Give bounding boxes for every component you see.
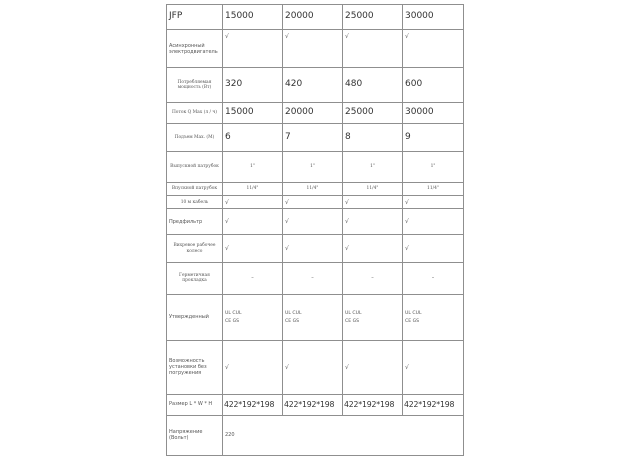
table-row-inlet (167, 183, 464, 196)
seal-value: – (343, 262, 403, 294)
flow-value: 30000 (403, 102, 464, 123)
table-row-voltage (167, 415, 464, 455)
motor-value: √ (403, 30, 464, 68)
power-value: 600 (403, 68, 464, 102)
inlet-label: Впускной патрубок (167, 183, 223, 196)
approved-line2: CE GS (285, 318, 300, 324)
prefilter-value: √ (343, 209, 403, 235)
dry-install-label: Возможность установки без погружения (167, 341, 223, 394)
inlet-value: 11/4" (343, 183, 403, 196)
impeller-value: √ (343, 235, 403, 262)
motor-value: √ (223, 30, 283, 68)
inlet-value: 11/4" (403, 183, 464, 196)
seal-value: – (223, 262, 283, 294)
table-row-motor (167, 30, 464, 68)
inlet-value: 11/4" (283, 183, 343, 196)
motor-value: √ (343, 30, 403, 68)
specification-table (166, 4, 464, 456)
lift-value: 7 (283, 123, 343, 151)
power-label: Потребляемая мощность (Вт) (167, 68, 223, 102)
outlet-value: 1" (403, 151, 464, 182)
model-25000: 25000 (343, 5, 403, 30)
prefilter-label: Предфильтр (167, 209, 223, 235)
flow-value: 20000 (283, 102, 343, 123)
outlet-value: 1" (223, 151, 283, 182)
motor-value: √ (283, 30, 343, 68)
table-row-approved (167, 294, 464, 340)
model-15000: 15000 (223, 5, 283, 30)
dry-install-value: √ (403, 341, 464, 394)
approved-line1: UL CUL (285, 311, 302, 317)
cable-value: √ (343, 196, 403, 209)
table-row-flow (167, 102, 464, 123)
outlet-label: Выпускной патрубок (167, 151, 223, 182)
table-row-header (167, 5, 464, 30)
inlet-value: 11/4" (223, 183, 283, 196)
dry-install-value: √ (223, 341, 283, 394)
seal-value: – (283, 262, 343, 294)
model-20000: 20000 (283, 5, 343, 30)
lift-value: 9 (403, 123, 464, 151)
flow-value: 25000 (343, 102, 403, 123)
lift-label: Подъем Max. (M) (167, 123, 223, 151)
lift-value: 8 (343, 123, 403, 151)
approved-line2: CE GS (345, 318, 360, 324)
table-row-outlet (167, 151, 464, 182)
flow-label: Поток Q Max (л / ч) (167, 102, 223, 123)
cable-label: 10 м кабель (167, 196, 223, 209)
seal-label: Герметичная прокладка (167, 262, 223, 294)
outlet-value: 1" (343, 151, 403, 182)
prefilter-value: √ (283, 209, 343, 235)
impeller-value: √ (403, 235, 464, 262)
motor-label: Асинхронный электродвигатель (167, 30, 223, 68)
cable-value: √ (223, 196, 283, 209)
table-row-dry-install (167, 341, 464, 394)
approved-line2: CE GS (405, 318, 420, 324)
voltage-value: 220 (223, 415, 464, 455)
table-row-impeller (167, 235, 464, 262)
table-row-cable (167, 196, 464, 209)
lift-value: 6 (223, 123, 283, 151)
size-value: 422*192*198 (403, 394, 464, 415)
table-row-prefilter (167, 209, 464, 235)
dry-install-value: √ (283, 341, 343, 394)
approved-value (283, 294, 343, 340)
size-value: 422*192*198 (283, 394, 343, 415)
approved-value (403, 294, 464, 340)
dry-install-value: √ (343, 341, 403, 394)
cable-value: √ (403, 196, 464, 209)
approved-line2: CE GS (225, 318, 240, 324)
impeller-label: Вихревое рабочее колесо (167, 235, 223, 262)
approved-value (223, 294, 283, 340)
impeller-value: √ (223, 235, 283, 262)
power-value: 480 (343, 68, 403, 102)
voltage-label: Напряжение (Вольт) (167, 415, 223, 455)
prefilter-value: √ (403, 209, 464, 235)
model-30000: 30000 (403, 5, 464, 30)
impeller-value: √ (283, 235, 343, 262)
prefilter-value: √ (223, 209, 283, 235)
power-value: 420 (283, 68, 343, 102)
approved-label: Утвержденный (167, 294, 223, 340)
approved-line1: UL CUL (405, 311, 422, 317)
size-value: 422*192*198 (223, 394, 283, 415)
table-row-seal (167, 262, 464, 294)
seal-value: – (403, 262, 464, 294)
outlet-value: 1" (283, 151, 343, 182)
approved-value (343, 294, 403, 340)
approved-line1: UL CUL (345, 311, 362, 317)
header-label: JFP (167, 5, 223, 30)
size-label: Размер L * W * H (167, 394, 223, 415)
size-value: 422*192*198 (343, 394, 403, 415)
cable-value: √ (283, 196, 343, 209)
flow-value: 15000 (223, 102, 283, 123)
power-value: 320 (223, 68, 283, 102)
table-row-lift (167, 123, 464, 151)
approved-line1: UL CUL (225, 311, 242, 317)
table-row-power (167, 68, 464, 102)
table-row-size (167, 394, 464, 415)
